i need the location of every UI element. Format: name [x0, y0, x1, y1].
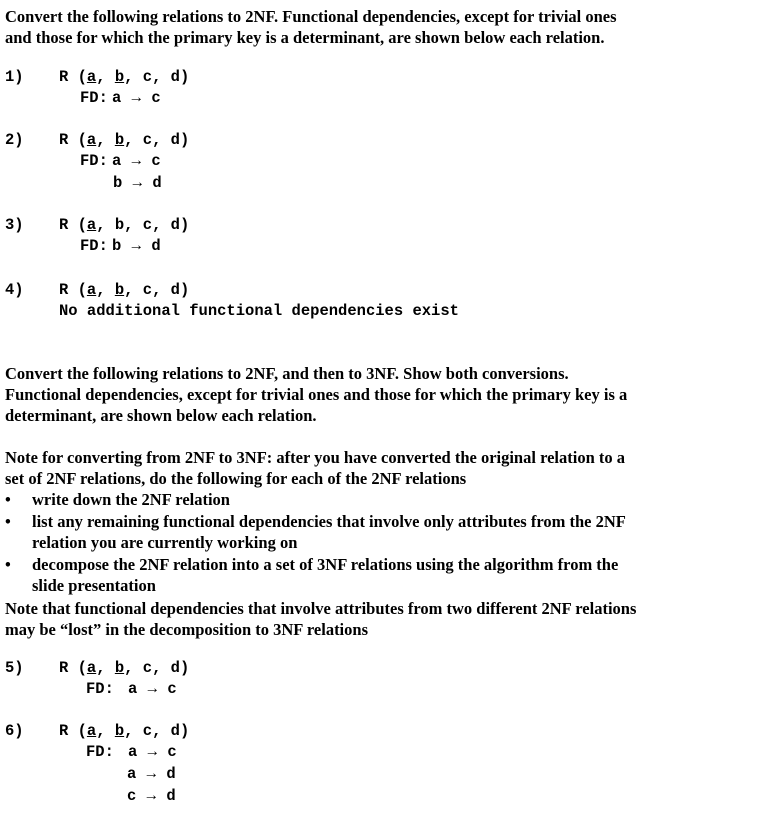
fd-label: FD:: [86, 680, 114, 698]
intro-line: Convert the following relations to 2NF, and then to 3NF. Show both conversions.: [5, 364, 569, 383]
fd-lhs: a: [112, 89, 122, 107]
key-attribute: b: [114, 722, 125, 740]
problem-number: 6): [5, 722, 24, 740]
key-attribute: a: [86, 131, 97, 149]
problem-number: 1): [5, 68, 24, 86]
attribute: c: [142, 722, 153, 740]
note-line: Note for converting from 2NF to 3NF: after you have converted the original relation to a: [5, 448, 625, 467]
functional-dependency: [112, 88, 161, 109]
fd-note: No additional functional dependencies exist: [59, 302, 459, 320]
bullet-item: list any remaining functional dependencies that involve only attributes from the 2NF: [32, 512, 626, 531]
intro-line: Functional dependencies, except for trivial ones and those for which the primary key is a: [5, 385, 628, 404]
attribute: c: [142, 659, 153, 677]
attribute: d: [170, 281, 180, 299]
key-attribute: a: [86, 659, 97, 677]
arrow-icon: →: [131, 89, 141, 107]
fd-lhs: a: [128, 680, 138, 698]
attribute: d: [170, 722, 180, 740]
fd-rhs: d: [152, 174, 162, 192]
attribute: c: [142, 68, 153, 86]
attribute: d: [170, 131, 180, 149]
problem-number: 4): [5, 281, 24, 299]
problem-number: 2): [5, 131, 24, 149]
attribute: d: [170, 659, 180, 677]
bullet-icon: •: [5, 512, 11, 531]
closing-line: Note that functional dependencies that involve attributes from two different 2NF relations: [5, 599, 637, 618]
attribute: b: [114, 216, 125, 234]
fd-rhs: c: [167, 743, 177, 761]
arrow-icon: →: [132, 174, 142, 192]
arrow-icon: →: [131, 152, 141, 170]
fd-lhs: b: [113, 174, 123, 192]
key-attribute: b: [114, 281, 125, 299]
attribute: d: [170, 68, 180, 86]
attribute: c: [142, 216, 153, 234]
functional-dependency: [127, 764, 176, 785]
key-attribute: b: [114, 131, 125, 149]
section1-intro: [5, 6, 755, 48]
functional-dependency: [113, 173, 162, 194]
key-attribute: a: [86, 216, 97, 234]
fd-lhs: c: [127, 787, 137, 805]
relation-schema: R (a, b, c, d): [59, 131, 190, 149]
bullet-icon: •: [5, 490, 11, 509]
attribute: c: [142, 131, 153, 149]
intro-line: and those for which the primary key is a determinant, are shown below each relation.: [5, 28, 605, 47]
key-attribute: a: [86, 722, 97, 740]
key-attribute: b: [114, 68, 125, 86]
fd-rhs: d: [166, 787, 176, 805]
functional-dependency: [112, 236, 161, 257]
conversion-note: [5, 447, 755, 489]
problem-number: 3): [5, 216, 24, 234]
fd-lhs: a: [112, 152, 122, 170]
intro-line: determinant, are shown below each relation.: [5, 406, 317, 425]
fd-lhs: b: [112, 237, 122, 255]
fd-label: FD:: [80, 237, 108, 255]
arrow-icon: →: [147, 680, 157, 698]
intro-line: Convert the following relations to 2NF. Functional dependencies, except for trivial ones: [5, 7, 617, 26]
key-attribute: b: [114, 659, 125, 677]
fd-label: FD:: [80, 89, 108, 107]
arrow-icon: →: [147, 743, 157, 761]
fd-rhs: c: [151, 89, 161, 107]
attribute: c: [142, 281, 153, 299]
arrow-icon: →: [146, 787, 156, 805]
relation-schema: R (a, b, c, d): [59, 659, 190, 677]
fd-label: FD:: [86, 743, 114, 761]
arrow-icon: →: [146, 765, 156, 783]
relation-schema: R (a, b, c, d): [59, 281, 190, 299]
relation-schema: R (a, b, c, d): [59, 722, 190, 740]
relation-schema: R (a, b, c, d): [59, 216, 190, 234]
fd-rhs: c: [151, 152, 161, 170]
fd-lhs: a: [127, 765, 137, 783]
bullet-item-cont: relation you are currently working on: [32, 533, 298, 552]
key-attribute: a: [86, 68, 97, 86]
bullet-item: write down the 2NF relation: [32, 490, 230, 509]
fd-rhs: c: [167, 680, 177, 698]
bullet-icon: •: [5, 555, 11, 574]
section2-intro: [5, 363, 755, 426]
problem-number: 5): [5, 659, 24, 677]
fd-rhs: d: [151, 237, 161, 255]
fd-label: FD:: [80, 152, 108, 170]
functional-dependency: [112, 151, 161, 172]
closing-note: [5, 598, 755, 640]
functional-dependency: [128, 742, 177, 763]
arrow-icon: →: [131, 237, 141, 255]
functional-dependency: [127, 786, 176, 807]
relation-schema: R (a, b, c, d): [59, 68, 190, 86]
bullet-item-cont: slide presentation: [32, 576, 156, 595]
fd-rhs: d: [166, 765, 176, 783]
closing-line: may be “lost” in the decomposition to 3NF relations: [5, 620, 368, 639]
attribute: d: [170, 216, 180, 234]
note-line: set of 2NF relations, do the following for each of the 2NF relations: [5, 469, 467, 488]
bullet-item: decompose the 2NF relation into a set of 3NF relations using the algorithm from the: [32, 555, 619, 574]
key-attribute: a: [86, 281, 97, 299]
functional-dependency: [128, 679, 177, 700]
fd-lhs: a: [128, 743, 138, 761]
